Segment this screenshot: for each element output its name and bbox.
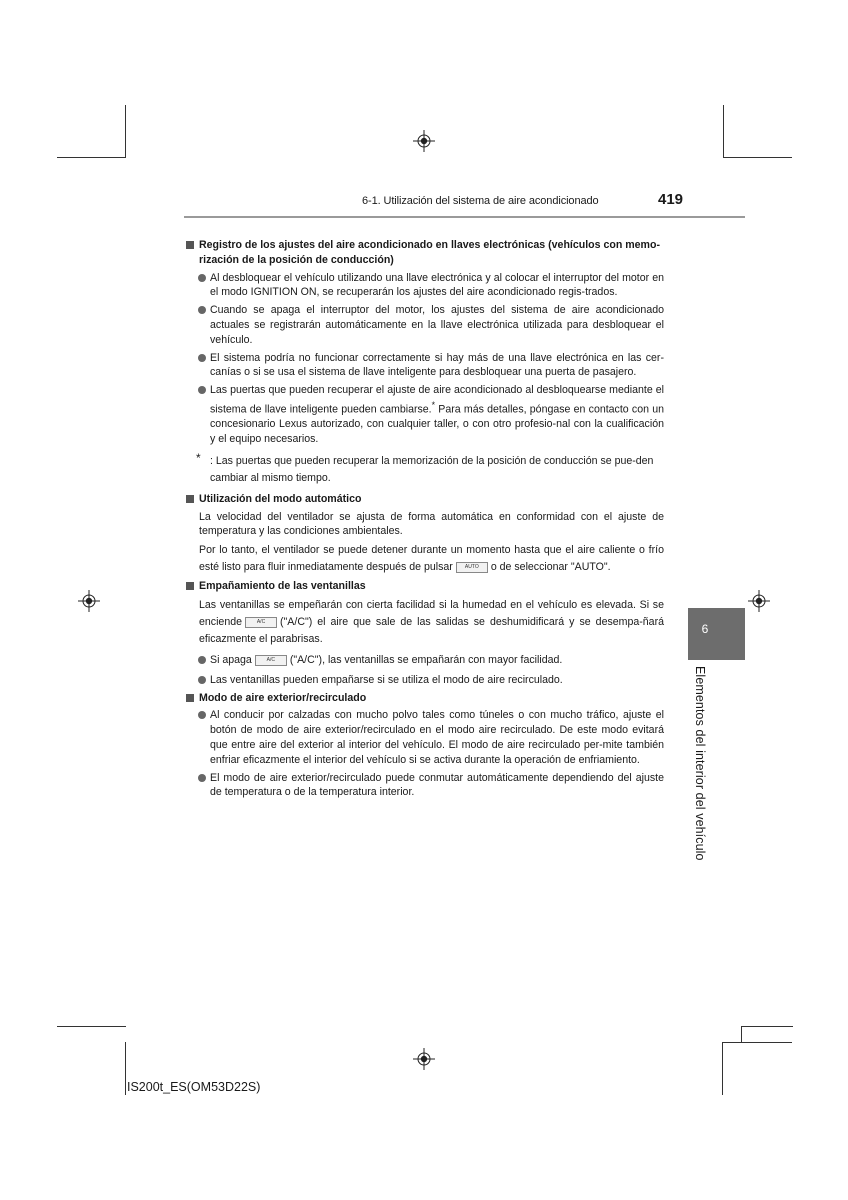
section-title: 6-1. Utilización del sistema de aire acondicionado: [362, 195, 599, 207]
registration-mark-icon: [748, 590, 770, 612]
footnote: * : Las puertas que pueden recuperar la memorización de la posición de conducción se pue-den cambiar al mismo tiempo.: [196, 450, 654, 484]
section-heading: Empañamiento de las ventanillas: [186, 579, 664, 594]
list-item: Cuando se apaga el interruptor del motor, los ajustes del sistema de aire acondicionado actuales se registrarán automáticamente en la llave electrónica utilizada para desbloquear el vehículo.: [186, 303, 664, 347]
list-item: Las puertas que pueden recuperar el ajuste de aire acondicionado al desbloquearse mediante el sistema de llave inteligente pueden cambiarse.* Para más detalles, póngase en contacto con un concesionario Lexus autorizado, con cualquier taller, o con otro profesio-nal con la cualificación y el equipo necesarios.: [186, 383, 664, 447]
section-heading: Modo de aire exterior/recirculado: [186, 691, 664, 706]
list-item: Al desbloquear el vehículo utilizando una llave electrónica y al colocar el interruptor del motor en el modo IGNITION ON, se recuperarán los ajustes del aire acondicionado regis-trados.: [186, 271, 664, 301]
list-item: El sistema podría no funcionar correctamente si hay más de una llave electrónica en las cer-canías o si se usa el sistema de llave inteligente para desbloquear una puerta de pasajero.: [186, 351, 664, 381]
square-bullet-icon: [186, 582, 194, 590]
square-bullet-icon: [186, 241, 194, 249]
chapter-tab: [688, 608, 745, 660]
registration-mark-icon: [413, 1048, 435, 1070]
auto-button-icon: AUTO: [456, 562, 488, 573]
crop-mark: [57, 157, 126, 158]
list-item: Si apaga A/C ("A/C"), las ventanillas se empañarán con mayor facilidad.: [186, 653, 664, 668]
chapter-number: 6: [701, 622, 709, 636]
list-item: Las ventanillas pueden empañarse si se utiliza el modo de aire recirculado.: [186, 673, 664, 688]
chapter-title: Elementos del interior del vehículo: [693, 666, 707, 861]
round-bullet-icon: [198, 274, 206, 282]
paragraph: Por lo tanto, el ventilador se puede detener durante un momento hasta que el aire caliente o frío esté listo para fluir inmediatamente después de pulsar AUTO o de seleccionar "AUTO".: [199, 544, 664, 574]
round-bullet-icon: [198, 676, 206, 684]
footnote-asterisk: *: [196, 450, 201, 465]
list-item: El modo de aire exterior/recirculado puede conmutar automáticamente dependiendo del ajuste de temperatura o de la temperatura interior.: [186, 771, 664, 801]
section-heading: Registro de los ajustes del aire acondicionado en llaves electrónicas (vehículos con memo-rización de la posición de conducción): [186, 238, 664, 268]
round-bullet-icon: [198, 306, 206, 314]
page-number: 419: [658, 191, 684, 208]
document-code: IS200t_ES(OM53D22S): [127, 1080, 261, 1094]
footnote-marker: *: [431, 399, 436, 410]
round-bullet-icon: [198, 711, 206, 719]
crop-mark: [723, 105, 724, 158]
square-bullet-icon: [186, 694, 194, 702]
crop-mark: [723, 157, 792, 158]
crop-mark: [125, 1042, 126, 1095]
crop-mark: [125, 105, 126, 158]
round-bullet-icon: [198, 774, 206, 782]
crop-mark: [741, 1026, 742, 1042]
crop-mark: [722, 1042, 792, 1043]
crop-mark: [57, 1026, 126, 1027]
header-rule: [184, 216, 745, 218]
round-bullet-icon: [198, 354, 206, 362]
square-bullet-icon: [186, 495, 194, 503]
round-bullet-icon: [198, 656, 206, 664]
registration-mark-icon: [78, 590, 100, 612]
list-item: Al conducir por calzadas con mucho polvo tales como túneles o con mucho tráfico, ajuste el botón de modo de aire exterior/recirculado en el modo aire recirculado. De este modo evitará que entre aire del exterior al interior del vehículo. El modo de aire recirculado per-mite también enfriar eficazmente el interior del vehículo si se activa durante la operación de enfriamiento.: [186, 708, 664, 767]
ac-button-icon: A/C: [245, 617, 277, 628]
crop-mark: [722, 1042, 723, 1095]
crop-mark: [741, 1026, 793, 1027]
paragraph: La velocidad del ventilador se ajusta de forma automática en conformidad con el ajuste de temperatura y las condiciones ambientales.: [199, 510, 664, 538]
ac-button-icon: A/C: [255, 655, 287, 666]
registration-mark-icon: [413, 130, 435, 152]
paragraph: Las ventanillas se empeñarán con cierta facilidad si la humedad en el vehículo es elevada. Si se enciende A/C ("A/C") el aire que sale de las salidas se deshumidificará y se desempa-ñará eficazmente el parabrisas.: [199, 599, 664, 646]
round-bullet-icon: [198, 386, 206, 394]
page-content: [186, 238, 664, 800]
section-heading: Utilización del modo automático: [186, 492, 664, 507]
